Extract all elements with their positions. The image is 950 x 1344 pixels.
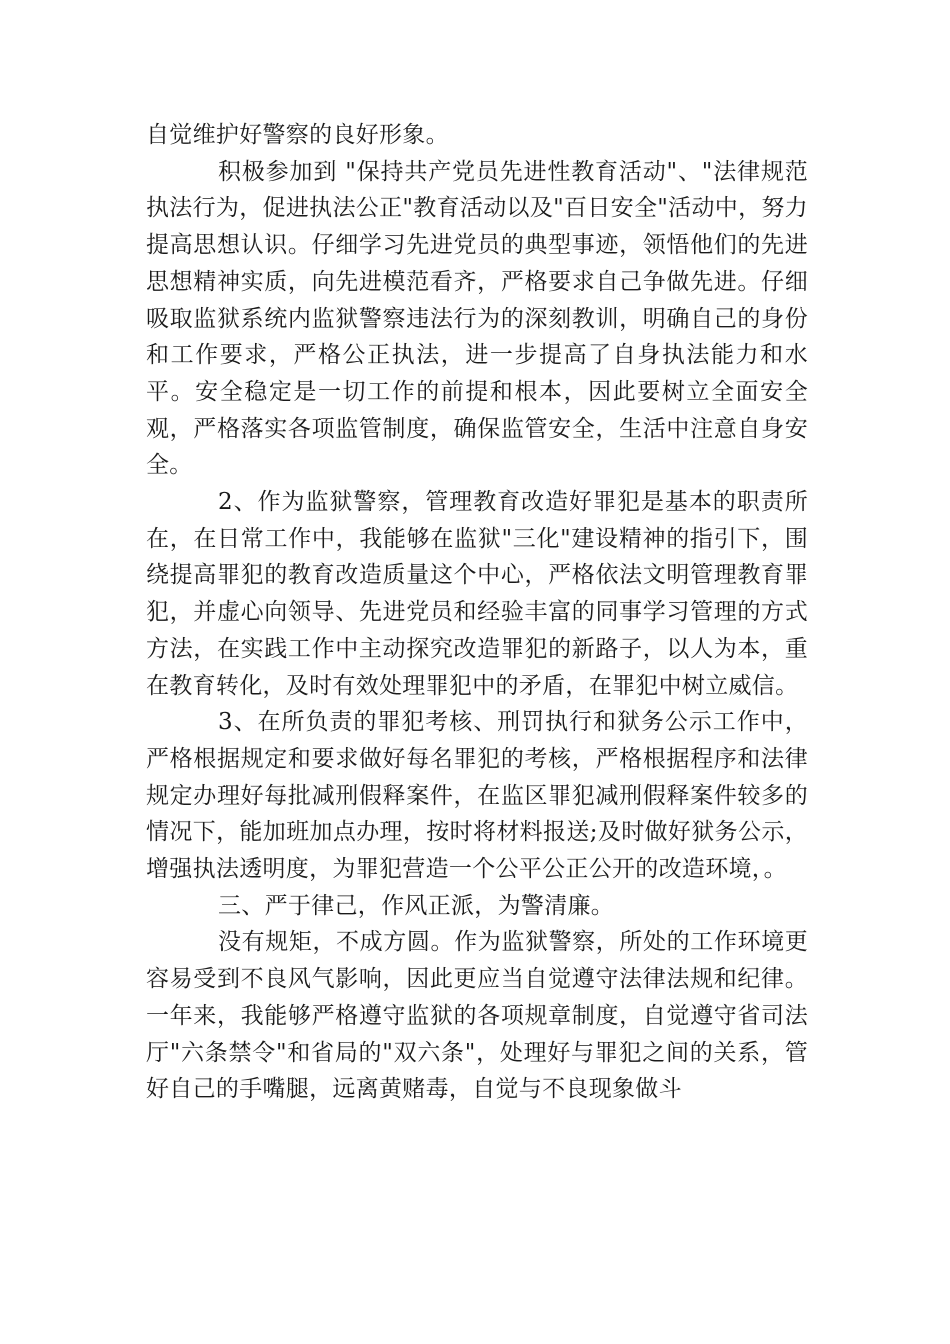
paragraph-5: 没有规矩，不成方圆。作为监狱警察，所处的工作环境更容易受到不良风气影响，因此更应当自觉遵守法律法规和纪律。一年来，我能够严格遵守监狱的各项规章制度，自觉遵守省司法厅"六条禁令"和省局的"双六条"，处理好与罪犯之间的关系，管好自己的手嘴腿，远离黄赌毒，自觉与不良现象做斗	[146, 929, 808, 1103]
paragraph-3: 2、作为监狱警察，管理教育改造好罪犯是基本的职责所在，在日常工作中，我能够在监狱"三化"建设精神的指引下，围绕提高罪犯的教育改造质量这个中心，严格依法文明管理教育罪犯，并虚心向领导、先进党员和经验丰富的同事学习管理的方式方法，在实践工作中主动探究改造罪犯的新路子，以人为本，重在教育转化，及时有效处理罪犯中的矛盾，在罪犯中树立威信。	[146, 489, 808, 699]
document-body	[146, 117, 808, 1108]
paragraph-1: 自觉维护好警察的良好形象。	[146, 122, 449, 148]
paragraph-4: 3、在所负责的罪犯考核、刑罚执行和狱务公示工作中，严格根据规定和要求做好每名罪犯的考核，严格根据程序和法律规定办理好每批减刑假释案件，在监区罪犯减刑假释案件较多的情况下，能加班加点办理，按时将材料报送;及时做好狱务公示，增强执法透明度，为罪犯营造一个公平公正公开的改造环境，。	[146, 709, 808, 883]
paragraph-2: 积极参加到 "保持共产党员先进性教育活动"、"法律规范执法行为，促进执法公正"教育活动以及"百日安全"活动中，努力提高思想认识。仔细学习先进党员的典型事迹，领悟他们的先进思想精神实质，向先进模范看齐，严格要求自己争做先进。仔细吸取监狱系统内监狱警察违法行为的深刻教训，明确自己的身份和工作要求，严格公正执法，进一步提高了自身执法能力和水平。安全稳定是一切工作的前提和根本，因此要树立全面安全观，严格落实各项监管制度，确保监管安全，生活中注意自身安全。	[146, 158, 808, 479]
section-heading: 三、严于律己，作风正派，为警清廉。	[218, 892, 615, 919]
